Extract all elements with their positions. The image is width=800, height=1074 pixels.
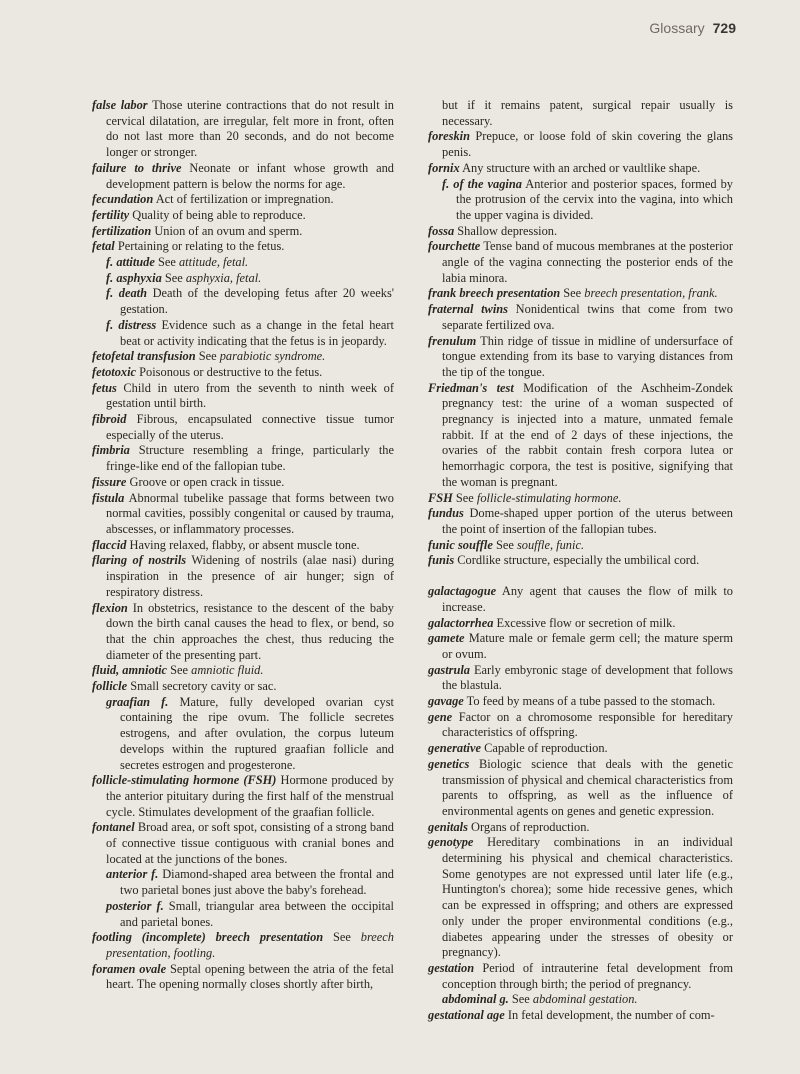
glossary-entry: [92, 286, 394, 317]
right-column: [428, 98, 733, 1024]
glossary-term: fourchette: [428, 239, 481, 254]
glossary-entry: [428, 584, 733, 615]
glossary-definition: Period of intrauterine fetal development from conception through birth; the period of pregnancy.: [442, 960, 733, 991]
left-column: [92, 98, 394, 993]
glossary-definition: Modification of the Aschheim-Zondek pregnancy test: the urine of a woman suspected of pregnancy is injected into a mature, unmated female rabbit. If at the end of 2 days of these injections, the ovaries of the rabbit contain fresh corpora lutea or hemorrhagic corpora, the test is positive, signifying that the woman is pregnant.: [442, 380, 733, 489]
glossary-entry: [92, 239, 394, 255]
glossary-entry: [428, 161, 733, 177]
cross-reference: breech presentation, footling.: [106, 930, 395, 960]
glossary-term: gamete: [428, 631, 465, 646]
glossary-term: anterior f.: [106, 867, 159, 882]
glossary-term: fertility: [92, 207, 130, 222]
glossary-definition: Early embyronic stage of development that follows the blastula.: [442, 662, 733, 693]
glossary-definition: Fibrous, encapsulated connective tissue tumor especially of the uterus.: [106, 412, 394, 442]
glossary-term: failure to thrive: [92, 160, 182, 175]
cross-reference: follicle-stimulating hormone.: [476, 490, 622, 505]
glossary-term: gene: [428, 709, 453, 724]
glossary-definition: Dome-shaped upper portion of the uterus between the point of insertion of the fallopian tubes.: [442, 506, 733, 536]
glossary-term: gestation: [428, 960, 475, 975]
glossary-term: fontanel: [92, 820, 135, 835]
glossary-definition: See: [455, 490, 474, 505]
glossary-entry: [428, 98, 733, 129]
glossary-term: fraternal twins: [428, 302, 508, 317]
glossary-entry: [428, 820, 733, 836]
page-number: 729: [712, 20, 736, 36]
glossary-term: fluid, amniotic: [92, 663, 168, 678]
glossary-entry: [92, 679, 394, 695]
glossary-entry: [428, 239, 733, 286]
glossary-definition: See: [157, 255, 176, 270]
glossary-entry: [428, 835, 733, 961]
glossary-entry: [92, 663, 394, 679]
glossary-entry: [428, 129, 733, 160]
cross-reference: asphyxia, fetal.: [185, 270, 262, 285]
glossary-term: false labor: [92, 98, 148, 112]
glossary-entry: [92, 208, 394, 224]
glossary-definition: Mature male or female germ cell; the mature sperm or ovum.: [442, 631, 733, 661]
glossary-definition: Broad area, or soft spot, consisting of a strong band of connective tissue contiguous with cranial bones and located at the junctions of the bones.: [106, 820, 394, 866]
glossary-term: f. attitude: [106, 255, 155, 270]
cross-reference: breech presentation, frank.: [584, 286, 718, 301]
cross-reference: souffle, funic.: [516, 537, 585, 552]
glossary-entry: [92, 349, 394, 365]
glossary-definition: Death of the developing fetus after 20 weeks' gestation.: [120, 286, 395, 317]
glossary-term: gastrula: [428, 662, 471, 677]
glossary-entry: [428, 334, 733, 381]
glossary-definition: See: [563, 286, 582, 301]
glossary-term: galactagogue: [428, 584, 497, 599]
glossary-definition: Hormone produced by the anterior pituitary during the first half of the menstrual cycle. Stimulates development of the graafian follicle.: [106, 773, 394, 819]
glossary-term: footling (incomplete) breech presentation: [92, 930, 324, 945]
glossary-term: abdominal g.: [442, 992, 509, 1007]
glossary-definition: Capable of reproduction.: [484, 741, 608, 756]
glossary-term: fistula: [92, 490, 125, 505]
glossary-entry: [428, 741, 733, 757]
glossary-definition: See: [164, 270, 183, 285]
glossary-definition: Groove or open crack in tissue.: [129, 474, 285, 489]
glossary-definition: Small secretory cavity or sac.: [130, 679, 277, 694]
glossary-entry: [428, 961, 733, 992]
glossary-term: follicle: [92, 679, 128, 694]
glossary-definition: See: [170, 663, 189, 678]
glossary-term: follicle-stimulating hormone (FSH): [92, 773, 277, 788]
glossary-entry: [92, 538, 394, 554]
glossary-entry: [92, 867, 394, 898]
glossary-entry: [92, 899, 394, 930]
glossary-term: f. death: [106, 286, 148, 301]
glossary-term: gestational age: [428, 1008, 505, 1023]
glossary-entry: [92, 365, 394, 381]
glossary-definition: Anterior and posterior spaces, formed by the protrusion of the cervix into the vagina, into which the upper vagina is divided.: [456, 176, 733, 222]
glossary-definition: In fetal development, the number of com-: [507, 1008, 715, 1023]
cross-reference: abdominal gestation.: [532, 992, 638, 1007]
glossary-definition: Poisonous or destructive to the fetus.: [139, 364, 323, 379]
glossary-term: galactorrhea: [428, 615, 494, 630]
glossary-definition: Thin ridge of tissue in midline of undersurface of tongue extending from its base to varying distances from the tip of the tongue.: [442, 333, 734, 379]
glossary-entry: [428, 710, 733, 741]
glossary-definition: See: [495, 537, 514, 552]
glossary-definition: Septal opening between the atria of the fetal heart. The opening normally closes shortly after birth,: [106, 961, 394, 992]
glossary-entry: [428, 757, 733, 820]
glossary-term: generative: [428, 741, 481, 756]
glossary-term: posterior f.: [106, 898, 164, 913]
glossary-entry: [428, 302, 733, 333]
glossary-entry: [92, 820, 394, 867]
glossary-entry: [92, 962, 394, 993]
glossary-entry: [92, 475, 394, 491]
glossary-entry: [428, 381, 733, 491]
glossary-entry: [92, 224, 394, 240]
glossary-definition: Factor on a chromosome responsible for hereditary characteristics of offspring.: [442, 709, 733, 740]
glossary-term: flexion: [92, 600, 128, 615]
glossary-entry: [92, 271, 394, 287]
glossary-term: fundus: [428, 506, 464, 521]
cross-reference: amniotic fluid.: [191, 663, 264, 678]
running-header: [649, 20, 736, 36]
glossary-term: f. distress: [106, 317, 157, 332]
glossary-term: frank breech presentation: [428, 286, 561, 301]
glossary-definition: Having relaxed, flabby, or absent muscle tone.: [129, 537, 360, 552]
glossary-term: fimbria: [92, 443, 130, 458]
glossary-term: fetofetal transfusion: [92, 349, 196, 364]
glossary-term: frenulum: [428, 333, 477, 348]
glossary-term: f. asphyxia: [106, 270, 162, 285]
glossary-entry: [92, 491, 394, 538]
glossary-definition: Child in utero from the seventh to ninth week of gestation until birth.: [106, 380, 394, 411]
glossary-term: Friedman's test: [428, 380, 514, 395]
glossary-definition: Organs of reproduction.: [471, 819, 590, 834]
glossary-term: genotype: [428, 835, 474, 850]
glossary-term: funic souffle: [428, 537, 493, 552]
glossary-definition: Neonate or infant whose growth and development pattern is below the norms for age.: [106, 160, 394, 191]
cross-reference: parabiotic syndrome.: [219, 349, 326, 364]
glossary-definition: Pertaining or relating to the fetus.: [117, 239, 285, 254]
glossary-term: foramen ovale: [92, 961, 167, 976]
glossary-entry: [92, 381, 394, 412]
glossary-entry: [428, 1008, 733, 1024]
glossary-term: fossa: [428, 223, 455, 238]
glossary-definition: Union of an ovum and sperm.: [154, 223, 303, 238]
glossary-definition: To feed by means of a tube passed to the stomach.: [466, 694, 716, 709]
glossary-definition: Those uterine contractions that do not result in cervical dilatation, are irregular, felt more in front, often do not last more than 20 seconds, and do not become longer or stronger.: [106, 98, 395, 160]
glossary-entry: [92, 601, 394, 664]
glossary-entry: [428, 631, 733, 662]
glossary-entry: [428, 177, 733, 224]
glossary-definition: Prepuce, or loose fold of skin covering the glans penis.: [442, 129, 733, 160]
glossary-term: fetotoxic: [92, 364, 137, 379]
glossary-definition: Nonidentical twins that come from two separate fertilized ova.: [442, 302, 733, 332]
glossary-entry: [428, 553, 733, 569]
glossary-term: fertilization: [92, 223, 152, 238]
glossary-entry: [428, 506, 733, 537]
glossary-definition: See: [333, 930, 351, 945]
glossary-definition: Small, triangular area between the occipital and parietal bones.: [120, 898, 394, 929]
glossary-definition: See: [198, 349, 217, 364]
glossary-term: gavage: [428, 694, 464, 709]
glossary-definition: In obstetrics, resistance to the descent of the baby down the birth canal causes the head to flex, or bend, so that the chin approaches the chest, thus reducing the diameter of the presenting part.: [106, 600, 394, 662]
glossary-definition: See: [511, 992, 530, 1007]
glossary-term: f. of the vagina: [442, 176, 522, 191]
glossary-term: fecundation: [92, 192, 154, 207]
glossary-definition: Widening of nostrils (alae nasi) during inspiration in the presence of air hunger; sign of respiratory distress.: [106, 553, 395, 599]
glossary-entry: [428, 538, 733, 554]
glossary-definition: Diamond-shaped area between the frontal and two parietal bones just above the baby's forehead.: [120, 867, 394, 898]
glossary-entry: [92, 553, 394, 600]
glossary-definition: Tense band of mucous membranes at the posterior angle of the vagina connecting the posterior ends of the labia minora.: [442, 239, 734, 285]
glossary-entry: [428, 224, 733, 240]
glossary-term: fibroid: [92, 412, 127, 427]
glossary-definition: Mature, fully developed ovarian cyst containing the ripe ovum. The follicle secretes estrogens, and after ovulation, the corpus luteum develops within the ruptured graafian follicle and secretes estrogen and progesterone.: [120, 694, 395, 772]
glossary-entry: [92, 255, 394, 271]
glossary-definition: Any structure with an arched or vaultlike shape.: [462, 160, 701, 175]
glossary-definition: Hereditary combinations in an individual determining his physical and chemical characteristics. Some genotypes are not expressed until later life (e.g., Huntington's chorea); some hide recessive genes, which can be expressed in offspring; and others are expressed only under the proper environmental conditions (e.g., diabetes appearing under the stresses of obesity or pregnancy).: [442, 835, 733, 960]
glossary-term: flaring of nostrils: [92, 553, 187, 568]
glossary-entry: [428, 694, 733, 710]
glossary-definition: Any agent that causes the flow of milk to increase.: [442, 584, 733, 614]
glossary-entry: [92, 695, 394, 774]
glossary-entry: [92, 98, 394, 161]
glossary-definition: Cordlike structure, especially the umbilical cord.: [457, 553, 700, 568]
glossary-definition: Quality of being able to reproduce.: [132, 207, 306, 222]
glossary-entry: [92, 161, 394, 192]
glossary-term: fetal: [92, 239, 115, 254]
glossary-definition: Abnormal tubelike passage that forms between two normal cavities, possibly congenital or caused by trauma, abscesses, or inflammatory processes.: [106, 490, 394, 536]
glossary-term: fornix: [428, 160, 460, 175]
glossary-entry: [92, 443, 394, 474]
glossary-term: genitals: [428, 819, 468, 834]
glossary-entry: [92, 412, 394, 443]
glossary-entry: [428, 286, 733, 302]
glossary-term: graafian f.: [106, 694, 169, 709]
glossary-entry: [428, 491, 733, 507]
glossary-term: fetus: [92, 380, 117, 395]
cross-reference: attitude, fetal.: [178, 255, 249, 270]
glossary-entry: [92, 192, 394, 208]
glossary-entry: [92, 318, 394, 349]
glossary-entry: [92, 773, 394, 820]
glossary-term: FSH: [428, 490, 453, 505]
section-title: Glossary: [649, 20, 705, 36]
glossary-definition: Biologic science that deals with the genetic transmission of physical and chemical characteristics from parents to offspring, as well as the influence of environmental agents on genes and genetic expression.: [442, 756, 733, 818]
glossary-definition: Evidence such as a change in the fetal heart beat or activity indicating that the fetus is in jeopardy.: [120, 317, 394, 348]
glossary-term: foreskin: [428, 129, 470, 144]
glossary-entry: [428, 663, 733, 694]
glossary-entry: [428, 616, 733, 632]
glossary-term: fissure: [92, 474, 127, 489]
glossary-entry: [92, 930, 394, 961]
glossary-definition: Act of fertilization or impregnation.: [155, 192, 334, 207]
glossary-term: genetics: [428, 756, 470, 771]
glossary-term: funis: [428, 553, 455, 568]
glossary-definition: but if it remains patent, surgical repair usually is necessary.: [442, 98, 733, 128]
glossary-definition: Structure resembling a fringe, particularly the fringe-like end of the fallopian tube.: [106, 443, 394, 474]
glossary-term: flaccid: [92, 537, 127, 552]
glossary-entry: [428, 992, 733, 1008]
glossary-definition: Excessive flow or secretion of milk.: [496, 615, 676, 630]
glossary-definition: Shallow depression.: [457, 223, 558, 238]
